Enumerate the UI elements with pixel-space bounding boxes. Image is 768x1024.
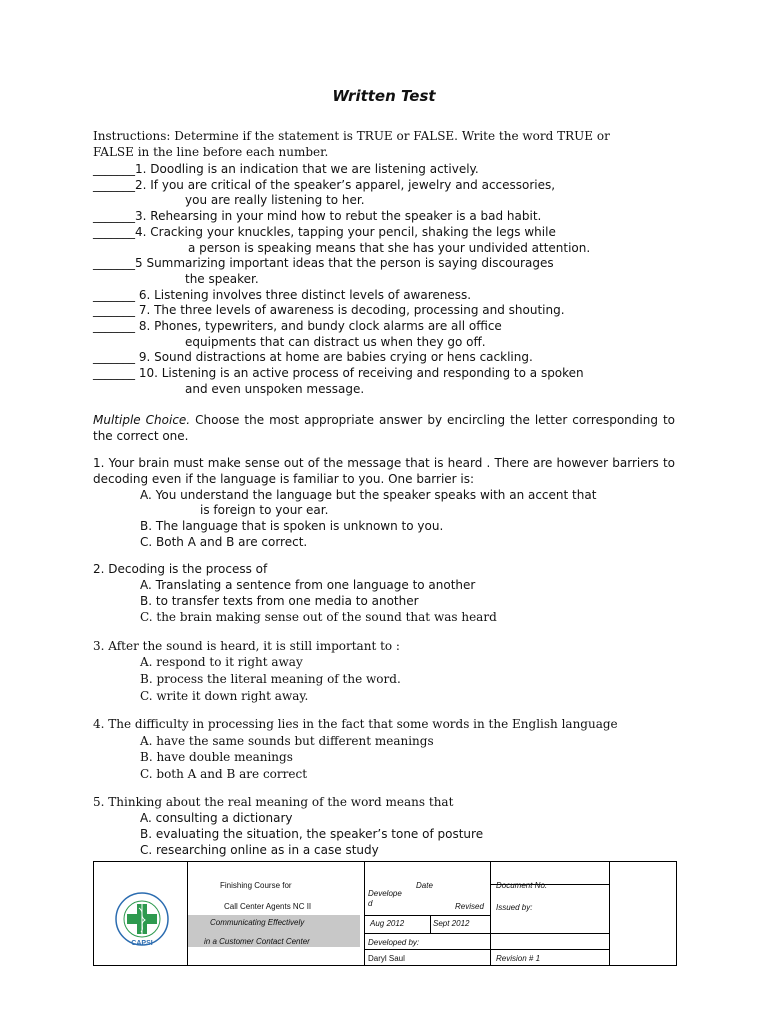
mc-label: Multiple Choice.	[93, 413, 191, 427]
question-2-stem: 2. Decoding is the process of	[93, 562, 268, 576]
question-2-option-a: A. Translating a sentence from one language to another	[140, 578, 476, 592]
date-label: Date	[416, 881, 433, 890]
question-3-option-c: C. write it down right away.	[140, 689, 309, 703]
tf-item-1: _______1. Doodling is an indication that we are listening actively.	[93, 162, 479, 176]
logo-text: CAPSI	[131, 940, 153, 947]
question-1-option-c: C. Both A and B are correct.	[140, 535, 308, 549]
question-5-stem: 5. Thinking about the real meaning of the word means that	[93, 795, 454, 809]
question-5-option-c: C. researching online as in a case study	[140, 843, 379, 857]
mc-instruction-text: Choose the most appropriate answer by encircling the letter corresponding to the correct one.	[93, 413, 675, 443]
revision-number: Revision # 1	[496, 954, 541, 963]
developed-date: Aug 2012	[370, 919, 405, 928]
question-2-option-c: C. the brain making sense out of the sound that was heard	[140, 610, 497, 624]
question-1-option-b: B. The language that is spoken is unknown to you.	[140, 519, 444, 533]
instructions-line-2: FALSE in the line before each number.	[93, 145, 329, 159]
tf-item-5: _______5 Summarizing important ideas that the person is saying discourages	[93, 256, 554, 270]
tf-item-8-cont: equipments that can distract us when they go off.	[185, 335, 486, 349]
tf-item-9: _______ 9. Sound distractions at home are babies crying or hens cackling.	[93, 350, 533, 364]
tf-item-4-cont: a person is speaking means that she has your undivided attention.	[188, 241, 591, 255]
question-3-option-b: B. process the literal meaning of the word.	[140, 672, 401, 686]
question-4-option-a: A. have the same sounds but different meanings	[140, 734, 434, 748]
tf-item-8: _______ 8. Phones, typewriters, and bundy clock alarms are all office	[93, 319, 502, 333]
tf-item-4: _______4. Cracking your knuckles, tapping your pencil, shaking the legs while	[93, 225, 556, 239]
course-line-1: Finishing Course for	[220, 881, 292, 890]
question-5-option-b: B. evaluating the situation, the speaker’s tone of posture	[140, 827, 484, 841]
mc-instructions	[93, 412, 675, 444]
tf-item-10-cont: and even unspoken message.	[185, 382, 365, 396]
module-line-2: in a Customer Contact Center	[204, 937, 310, 946]
issued-by-label: Issued by:	[496, 903, 533, 912]
module-line-1: Communicating Effectively	[210, 918, 305, 927]
developed-label-2: d	[368, 899, 373, 908]
question-5-option-a: A. consulting a dictionary	[140, 811, 293, 825]
developed-label-1: Develope	[368, 889, 402, 898]
question-1-stem: 1. Your brain must make sense out of the message that is heard . There are however barriers to decoding even if the language is familiar to you. One barrier is:	[93, 456, 675, 486]
tf-item-5-cont: the speaker.	[185, 272, 259, 286]
developer-name: Daryl Saul	[368, 954, 405, 963]
revised-label: Revised	[455, 902, 484, 911]
question-1-option-a-cont: is foreign to your ear.	[200, 503, 329, 517]
tf-item-6: _______ 6. Listening involves three distinct levels of awareness.	[93, 288, 472, 302]
tf-item-3: _______3. Rehearsing in your mind how to rebut the speaker is a bad habit.	[93, 209, 542, 223]
tf-item-2: _______2. If you are critical of the speaker’s apparel, jewelry and accessories,	[93, 178, 556, 192]
question-1-option-a: A. You understand the language but the speaker speaks with an accent that	[140, 488, 597, 502]
question-3-option-a: A. respond to it right away	[140, 655, 303, 669]
developed-by-label: Developed by:	[368, 938, 420, 947]
revised-date: Sept 2012	[433, 919, 470, 928]
footer-table	[93, 861, 677, 966]
capsi-logo	[111, 890, 173, 952]
tf-item-7: _______ 7. The three levels of awareness is decoding, processing and shouting.	[93, 303, 565, 317]
question-4-stem: 4. The difficulty in processing lies in the fact that some words in the English language	[93, 717, 618, 731]
document-no-label: Document No.	[496, 881, 548, 890]
instructions-line-1: Instructions: Determine if the statement is TRUE or FALSE. Write the word TRUE or	[93, 129, 610, 143]
tf-item-2-cont: you are really listening to her.	[185, 193, 365, 207]
tf-item-10: _______ 10. Listening is an active process of receiving and responding to a spoken	[93, 366, 584, 380]
page-title: Written Test	[332, 87, 436, 105]
question-4-option-c: C. both A and B are correct	[140, 767, 308, 781]
question-4-option-b: B. have double meanings	[140, 750, 293, 764]
course-line-2: Call Center Agents NC II	[224, 902, 312, 911]
question-2-option-b: B. to transfer texts from one media to another	[140, 594, 419, 608]
question-3-stem: 3. After the sound is heard, it is still important to :	[93, 639, 400, 653]
